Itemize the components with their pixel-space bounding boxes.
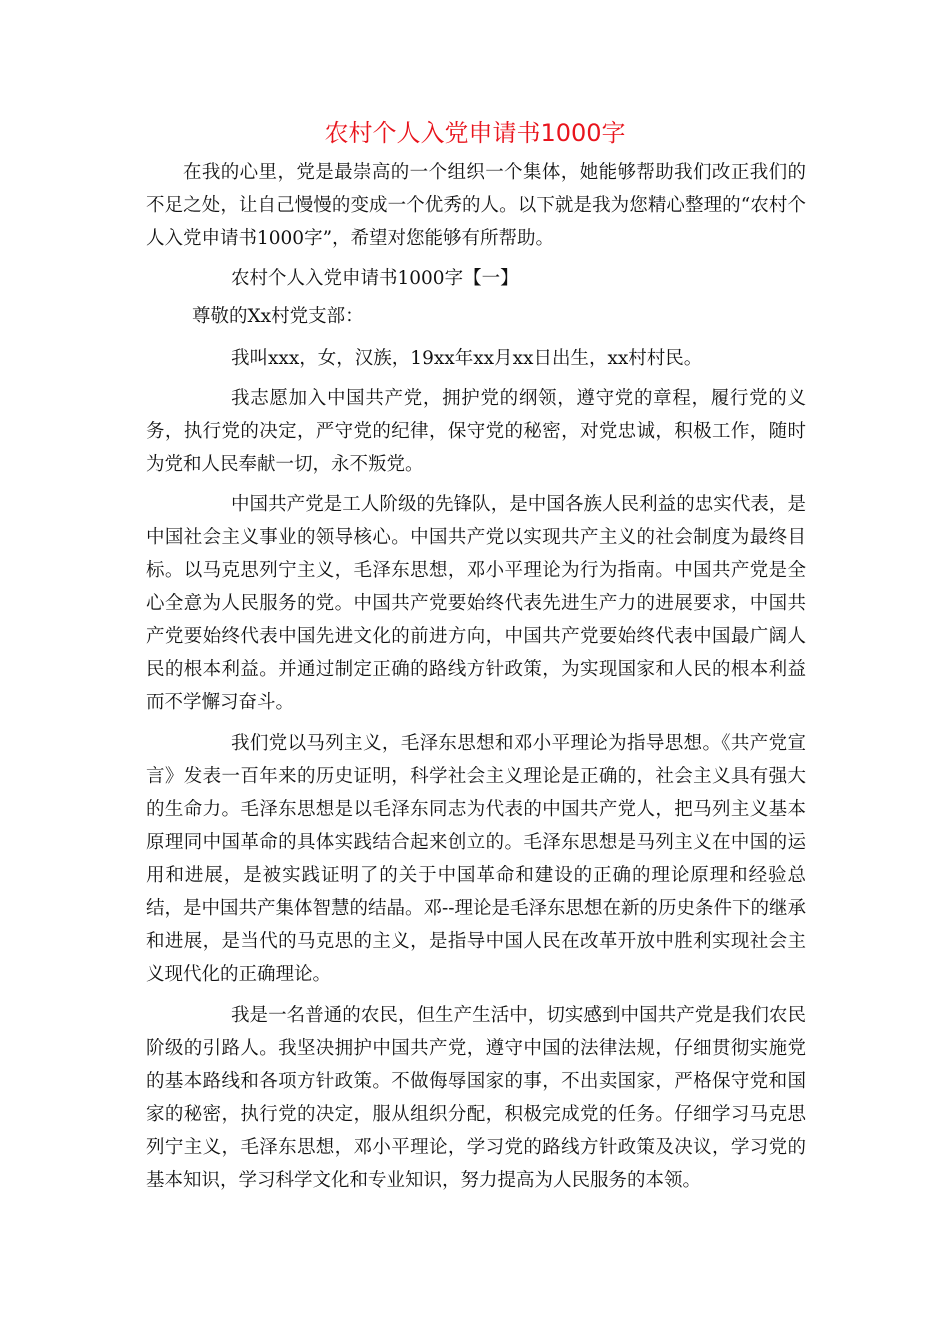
salutation-block [146,300,806,333]
document-title: 农村个人入党申请书1000字 [324,119,626,147]
section-heading: 农村个人入党申请书1000字【一】 [231,268,519,289]
self-intro-block [146,342,806,375]
section-heading-block [146,262,806,295]
body-paragraph: 我们党以马列主义，毛泽东思想和邓小平理论为指导思想。《共产党宣言》发表一百年来的历史证明，科学社会主义理论是正确的，社会主义具有强大的生命力。毛泽东思想是以毛泽东同志为代表的中国共产党人，把马列主义基本原理同中国革命的具体实践结合起来创立的。毛泽东思想是马列主义在中国的运用和进展，是被实践证明了的关于中国革命和建设的正确的理论原理和经验总结，是中国共产集体智慧的结晶。邓--理论是毛泽东思想在新的历史条件下的继承和进展，是当代的马克思的主义，是指导中国人民在改革开放中胜利实现社会主义现代化的正确理论。 [146,733,807,985]
salutation: 尊敬的Xx村党支部： [192,306,364,327]
body-paragraph: 我志愿加入中国共产党，拥护党的纲领，遵守党的章程，履行党的义务，执行党的决定，严守党的纪律，保守党的秘密，对党忠诚，积极工作，随时为党和人民奉献一切，永不叛党。 [146,388,806,475]
intro-paragraph: 在我的心里，党是最崇高的一个组织一个集体，她能够帮助我们改正我们的不足之处，让自己慢慢的变成一个优秀的人。以下就是我为您精心整理的“农村个人入党申请书1000字”，希望对您能够有所帮助。 [146,162,806,249]
paragraph-block-4 [146,999,806,1197]
body-paragraph: 我是一名普通的农民，但生产生活中，切实感到中国共产党是我们农民阶级的引路人。我坚决拥护中国共产党，遵守中国的法律法规，仔细贯彻实施党的基本路线和各项方针政策。不做侮辱国家的事，不出卖国家，严格保守党和国家的秘密，执行党的决定，服从组织分配，积极完成党的任务。仔细学习马克思列宁主义，毛泽东思想，邓小平理论，学习党的路线方针政策及决议，学习党的基本知识，学习科学文化和专业知识，努力提高为人民服务的本领。 [146,1005,806,1191]
body-paragraph: 中国共产党是工人阶级的先锋队，是中国各族人民利益的忠实代表，是中国社会主义事业的领导核心。中国共产党以实现共产主义的社会制度为最终目标。以马克思列宁主义，毛泽东思想，邓小平理论为行为指南。中国共产党是全心全意为人民服务的党。中国共产党要始终代表先进生产力的进展要求，中国共产党要始终代表中国先进文化的前进方向，中国共产党要始终代表中国最广阔人民的根本利益。并通过制定正确的路线方针政策，为实现国家和人民的根本利益而不学懈习奋斗。 [146,494,806,713]
intro-block [146,156,806,255]
paragraph-block-1 [146,382,806,481]
self-intro: 我叫xxx，女，汉族，19xx年xx月xx日出生，xx村村民。 [231,348,703,369]
paragraph-block-2 [146,488,806,719]
paragraph-block-3 [146,727,806,991]
